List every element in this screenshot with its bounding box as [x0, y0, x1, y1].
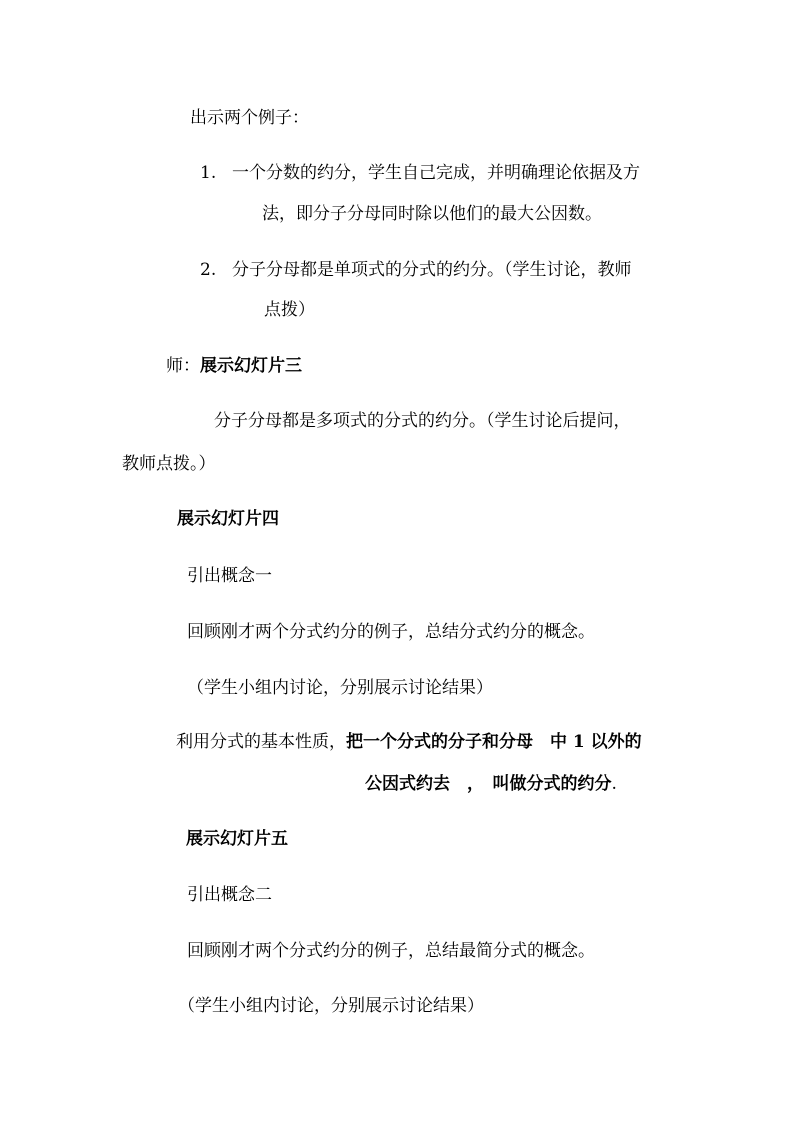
slide-3-line-2: 教师点拨。）: [122, 454, 216, 474]
example-1-line-1: 一个分数的约分，学生自己完成，并明确理论依据及方: [232, 163, 640, 183]
example-2-line-1: 分子分母都是单项式的分式的约分。（学生讨论，教师: [232, 260, 632, 280]
concept-2-intro: 引出概念二: [187, 885, 272, 905]
definition-bold-1: 把一个分式的分子和分母 中 1 以外的: [346, 732, 642, 752]
definition-line-1: [176, 731, 642, 753]
slide-4-title: 展示幻灯片四: [177, 509, 279, 529]
definition-bold-2: 公因式约去 ， 叫做分式的约分: [365, 774, 612, 794]
example-2-number: 2.: [200, 260, 217, 280]
concept-1-discussion: （学生小组内讨论，分别展示讨论结果）: [187, 678, 493, 698]
definition-prefix: 利用分式的基本性质，: [176, 732, 346, 752]
example-2-line-2: 点拨）: [264, 300, 315, 320]
concept-1-review: 回顾刚才两个分式约分的例子，总结分式约分的概念。: [187, 622, 595, 642]
concept-2-review: 回顾刚才两个分式约分的例子，总结最简分式的概念。: [187, 941, 595, 961]
example-1-number: 1.: [200, 163, 217, 183]
concept-2-discussion: （学生小组内讨论，分别展示讨论结果）: [178, 996, 484, 1016]
teacher-prefix: 师：: [166, 356, 200, 376]
definition-line-2: [365, 773, 617, 795]
concept-1-intro: 引出概念一: [187, 566, 272, 586]
example-1-line-2: 法，即分子分母同时除以他们的最大公因数。: [262, 204, 602, 224]
teacher-slide-3-heading: [166, 355, 302, 377]
intro-text: 出示两个例子：: [190, 108, 309, 128]
definition-end: .: [611, 774, 617, 794]
slide-5-title: 展示幻灯片五: [186, 829, 288, 849]
slide-3-title: 展示幻灯片三: [200, 356, 302, 376]
slide-3-line-1: 分子分母都是多项式的分式的约分。（学生讨论后提问，: [214, 411, 631, 431]
